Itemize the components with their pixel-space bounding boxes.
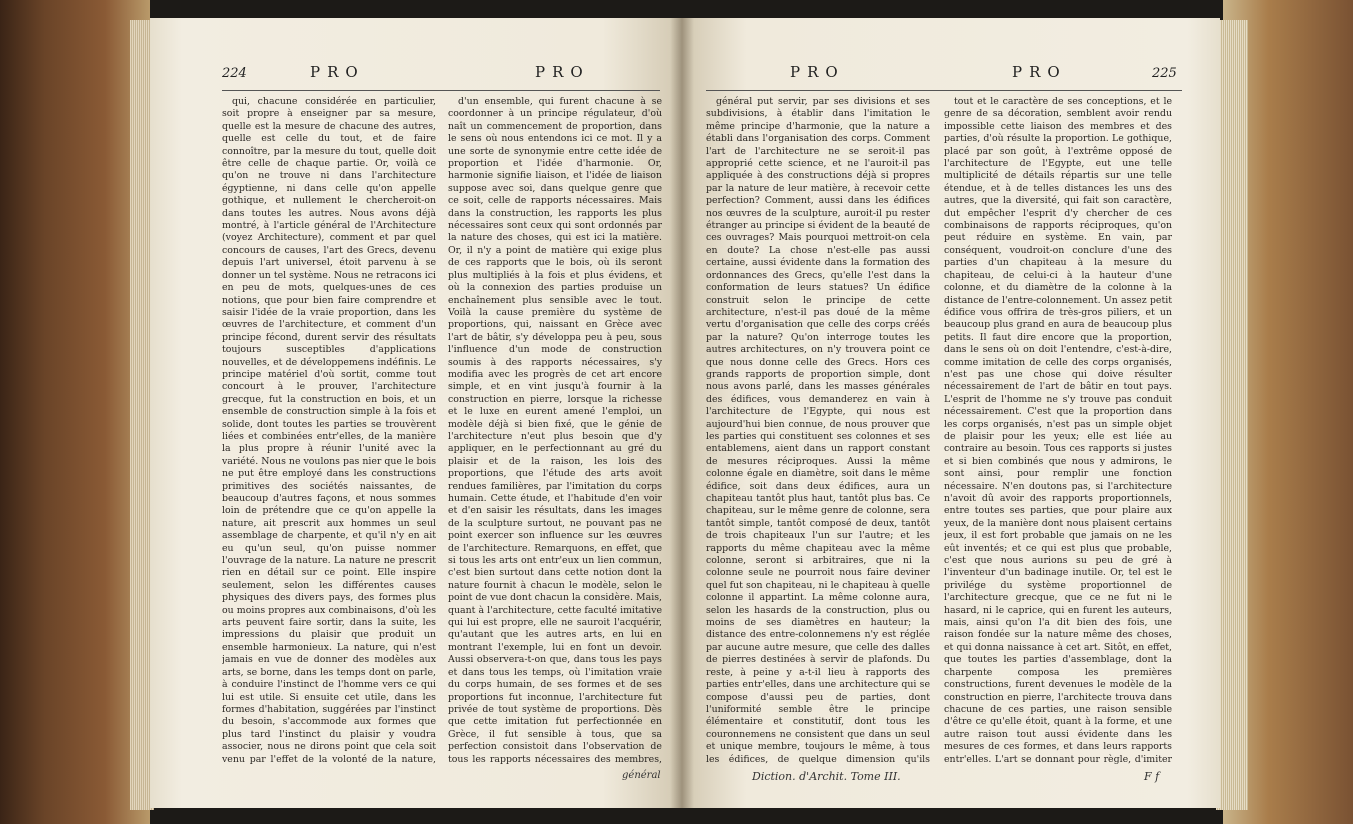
left-page xyxy=(150,18,682,808)
header-rule xyxy=(706,90,1182,91)
page-edges-right xyxy=(1216,20,1248,810)
running-head: PRO xyxy=(1012,63,1067,81)
running-head: PRO xyxy=(310,63,365,81)
running-head: PRO xyxy=(535,63,590,81)
text-column: d'un ensemble, qui furent chacune à se coordonner à un principe régulateur, d'où naît un commencement de proportion, dans le sens où nous entendons ici ce mot. Il y a une sorte de synonymie entre cette idée de proportion et l'idée d'harmonie. Or, harmonie signifie liaison, et l'idée de liaison suppose avec soi, dans quelque genre que ce soit, celle de rapports nécessaires. Mais dans la construction, les rapports les plus nécessaires sont ceux qui sont ordonnés par la nature des choses, qui est ici la matière. Or, il n'y a point de matière qui exige plus de ces rapports que le bois, où ils seront plus multipliés à la fois et plus évidens, et où la connexion des parties produise un enchaînement plus sensible avec le tout. Voilà la cause première du système de proportions, qui, naissant en Grèce avec l'art de bâtir, s'y développa peu à peu, sous l'influence d'un mode de construction soumis à des rapports nécessaires, s'y modifia avec les progrès de cet art encore simple, et en vint jusqu'à fournir à la construction en pierre, lorsque la richesse et le luxe en eurent amené l'emploi, un modèle déjà si bien fixé, que le génie de l'architecture n'eut plus besoin que d'y appliquer, en le perfectionnant au gré du plaisir et de la raison, les lois des proportions, que l'étude des arts avoit rendues familières, par l'imitation du corps humain. Cette étude, et l'habitude d'en voir et d'en saisir les résultats, dans les images de la sculpture surtout, ne pouvant pas ne point exercer son influence sur les œuvres de l'architecture. Remarquons, en effet, que si tous les arts ont entr'eux un lien commun, c'est bien surtout dans cette notion dont la nature fournit à chacun le modèle, selon le point de vue dont chacun la considère. Mais, quant à l'architecture, cette faculté imitative qui lui est propre, elle ne sauroit l'acquérir, qu'autant que les autres arts, en lui en montrant l'exemple, lui en font un devoir. Aussi observera-t-on que, dans tous les pays et dans tous les temps, où l'imitation vraie du corps humain, de ses formes et de ses proportions fut inconnue, l'architecture fut privée de tout système de proportions. Dès que cette imitation fut perfectionnée en Grèce, il fut sensible à tous, que sa perfection consistoit dans l'observation de tous les rapports nécessaires des membres, xyxy=(448,96,662,765)
header-rule xyxy=(222,90,660,91)
page-number: 224 xyxy=(222,66,247,81)
catchword: général xyxy=(622,770,661,781)
text-column: général put servir, par ses divisions et ses subdivisions, à établir dans l'imitation le même principe d'harmonie, que la nature a établi dans l'organisation des corps. Comment l'art de l'architecture ne se seroit-il pas approprié cette science, et ne l'auroit-il pas appliquée à des constructions déjà si propres par la nature de leur matière, à recevoir cette perfection? Comment, aussi dans les édifices nos œuvres de la sculpture, auroit-il pu rester étranger au principe si évident de la beauté de ces ouvrages? Mais pourquoi mettroit-on cela en doute? La chose n'est-elle pas aussi certaine, aussi évidente dans la formation des ordonnances des Grecs, qu'elle l'est dans la conformation de leurs statues? Un édifice construit selon le principe de cette architecture, n'est-il pas doué de la même vertu d'organisation que celle des corps créés par la nature? Qu'on interroge toutes les autres architectures, on n'y trouvera point ce que nous donne celle des Grecs. Hors ces grands rapports de proportion simple, dont nous avons parlé, dans les masses générales des édifices, vous demanderez en vain à l'architecture de l'Egypte, qui nous est aujourd'hui bien connue, de nous prouver que les parties qui constituent ses colonnes et ses entablemens, aient dans un rapport constant de mesures réciproques. Aussi la même colonne égale en diamètre, soit dans le même édifice, soit dans deux édifices, aura un chapiteau tantôt plus haut, tantôt plus bas. Ce chapiteau, sur le même genre de colonne, sera tantôt simple, tantôt composé de deux, tantôt de trois chapiteaux l'un sur l'autre; et les rapports du même chapiteau avec la même colonne, seront si arbitraires, que ni la colonne seule ne pourroit nous faire deviner quel fut son chapiteau, ni le chapiteau à quelle colonne il appartint. La même colonne aura, selon les hasards de la construction, plus ou moins de ses diamètres en hauteur; la distance des entre-colonnemens n'y est réglée par aucune autre mesure, que celle des dalles de pierres destinées à servir de plafonds. Du reste, à peine y a-t-il lieu à rapports des parties entr'elles, dans une architecture qui se compose d'aussi peu de parties, dont l'uniformité semble être le principe élémentaire et constitutif, dont tous les couronnemens ne consistent que dans un seul et unique membre, toujours le même, à tous les édifices, de quelque dimension qu'ils xyxy=(706,96,930,765)
signature-mark: F f xyxy=(1144,770,1160,783)
right-page xyxy=(682,18,1220,808)
footer-title: Diction. d'Archit. Tome III. xyxy=(752,770,901,783)
book-gutter xyxy=(670,18,694,808)
text-column: tout et le caractère de ses conceptions, et le genre de sa décoration, semblent avoir rendu impossible cette liaison des membres et des parties, d'où résulte la proportion. Le gothique, placé par son goût, à l'extrême opposé de l'architecture de l'Egypte, eut une telle multiplicité de détails répartis sur une telle étendue, et à de telles distances les uns des autres, que la diversité, qui fait son caractère, dut empêcher l'esprit d'y chercher de ces combinaisons de rapports réciproques, qu'on peut réduire en système. En vain, par conséquent, voudroit-on conclure d'une des parties d'un chapiteau à la mesure du chapiteau, de celui-ci à la hauteur d'une colonne, et du diamètre de la colonne à la distance de l'entre-colonnement. Un assez petit édifice vous offrira de très-gros piliers, et un beaucoup plus grand en aura de beaucoup plus petits. Il faut dire encore que la proportion, dans le sens où on doit l'entendre, c'est-à-dire, comme imitation de celle des corps organisés, n'est pas une chose qui doive résulter nécessairement de l'art de bâtir en tout pays. L'esprit de l'homme ne s'y trouve pas conduit nécessairement. C'est que la proportion dans les corps organisés, n'est pas un simple objet de plaisir pour les yeux; elle est liée au contraire au besoin. Tous ces rapports si justes et si bien combinés que nous y admirons, le sont ainsi, pour remplir une fonction nécessaire. N'en doutons pas, si l'architecture n'avoit dû avoir des rapports proportionnels, entre toutes ses parties, que pour plaire aux yeux, de la manière dont nous plaisent certains jeux, il est fort probable que jamais on ne les eût inventés; et ce qui est plus que probable, c'est que nous aurions su peu de gré à l'inventeur d'un badinage inutile. Or, tel est le privilége du système proportionnel de l'architecture grecque, que ce ne fut ni le hasard, ni le caprice, qui en furent les auteurs, mais, ainsi qu'on l'a dit bien des fois, une raison fondée sur la nature même des choses, et qui donna naissance à cet art. Sitôt, en effet, que toutes les parties d'assemblage, dont la charpente composa les premières constructions, furent devenues le modèle de la construction en pierre, l'architecte trouva dans chacune de ces parties, une raison sensible d'être ce qu'elle étoit, quant à la forme, et une autre raison tout aussi évidente dans les mesures de ces formes, et dans leurs rapports entr'elles. L'art se donnant pour règle, d'imiter xyxy=(944,96,1172,765)
running-head: PRO xyxy=(790,63,845,81)
book-cover-left xyxy=(0,0,150,824)
text-column: qui, chacune considérée en particulier, soit propre à enseigner par sa mesure, quelle est la mesure de chacune des autres, quelle est celle du tout, et de faire connoître, par la mesure du tout, quelle doit être celle de chaque partie. Or, voilà ce qu'on ne trouve ni dans l'architecture égyptienne, ni dans celle qu'on appelle gothique, et nullement le chercheroit-on dans toutes les autres. Nous avons déjà montré, à l'article général de l'Architecture (voyez Architecture), comment et par quel concours de causes, l'art des Grecs, devenu depuis l'art universel, étoit parvenu à se donner un tel système. Nous ne retracons ici en peu de mots, quelques-unes de ces notions, que pour bien faire comprendre et saisir l'idée de la vraie proportion, dans les œuvres de l'architecture, et comment d'un principe fécond, durent servir des résultats toujours susceptibles d'applications nouvelles, et de développemens indéfinis. Le principe matériel d'où sortit, comme tout concourt à le prouver, l'architecture grecque, fut la construction en bois, et un ensemble de construction simple à la fois et solide, dont toutes les parties se trouvèrent liées et combinées entr'elles, de la manière la plus propre à réunir l'unité avec la variété. Nous ne voulons pas nier que le bois ne put être employé dans les constructions primitives des sociétés naissantes, de beaucoup d'autres façons, et nous sommes loin de prétendre que ce qu'on appelle la nature, ait prescrit aux hommes un seul assemblage de charpente, et qu'il n'y en ait eu qu'un seul, qu'on puisse nommer l'ouvrage de la nature. La nature ne prescrit rien en détail sur ce point. Elle inspire seulement, selon les différentes causes physiques des divers pays, des formes plus ou moins propres aux combinaisons, d'où les arts peuvent faire sortir, dans la suite, les impressions du plaisir que produit un ensemble harmonieux. La nature, qui n'est jamais en vue de donner des modèles aux arts, se borne, dans les temps dont on parle, à conduire l'instinct de l'homme vers ce qui lui est utile. Si ensuite cet utile, dans les formes d'habitation, suggérées par l'instinct du besoin, s'accommode aux formes que plus tard l'instinct du plaisir y voudra associer, nous ne dirons point que cela soit venu par l'effet de la volonté de la nature, xyxy=(222,96,436,765)
page-number: 225 xyxy=(1152,66,1177,81)
